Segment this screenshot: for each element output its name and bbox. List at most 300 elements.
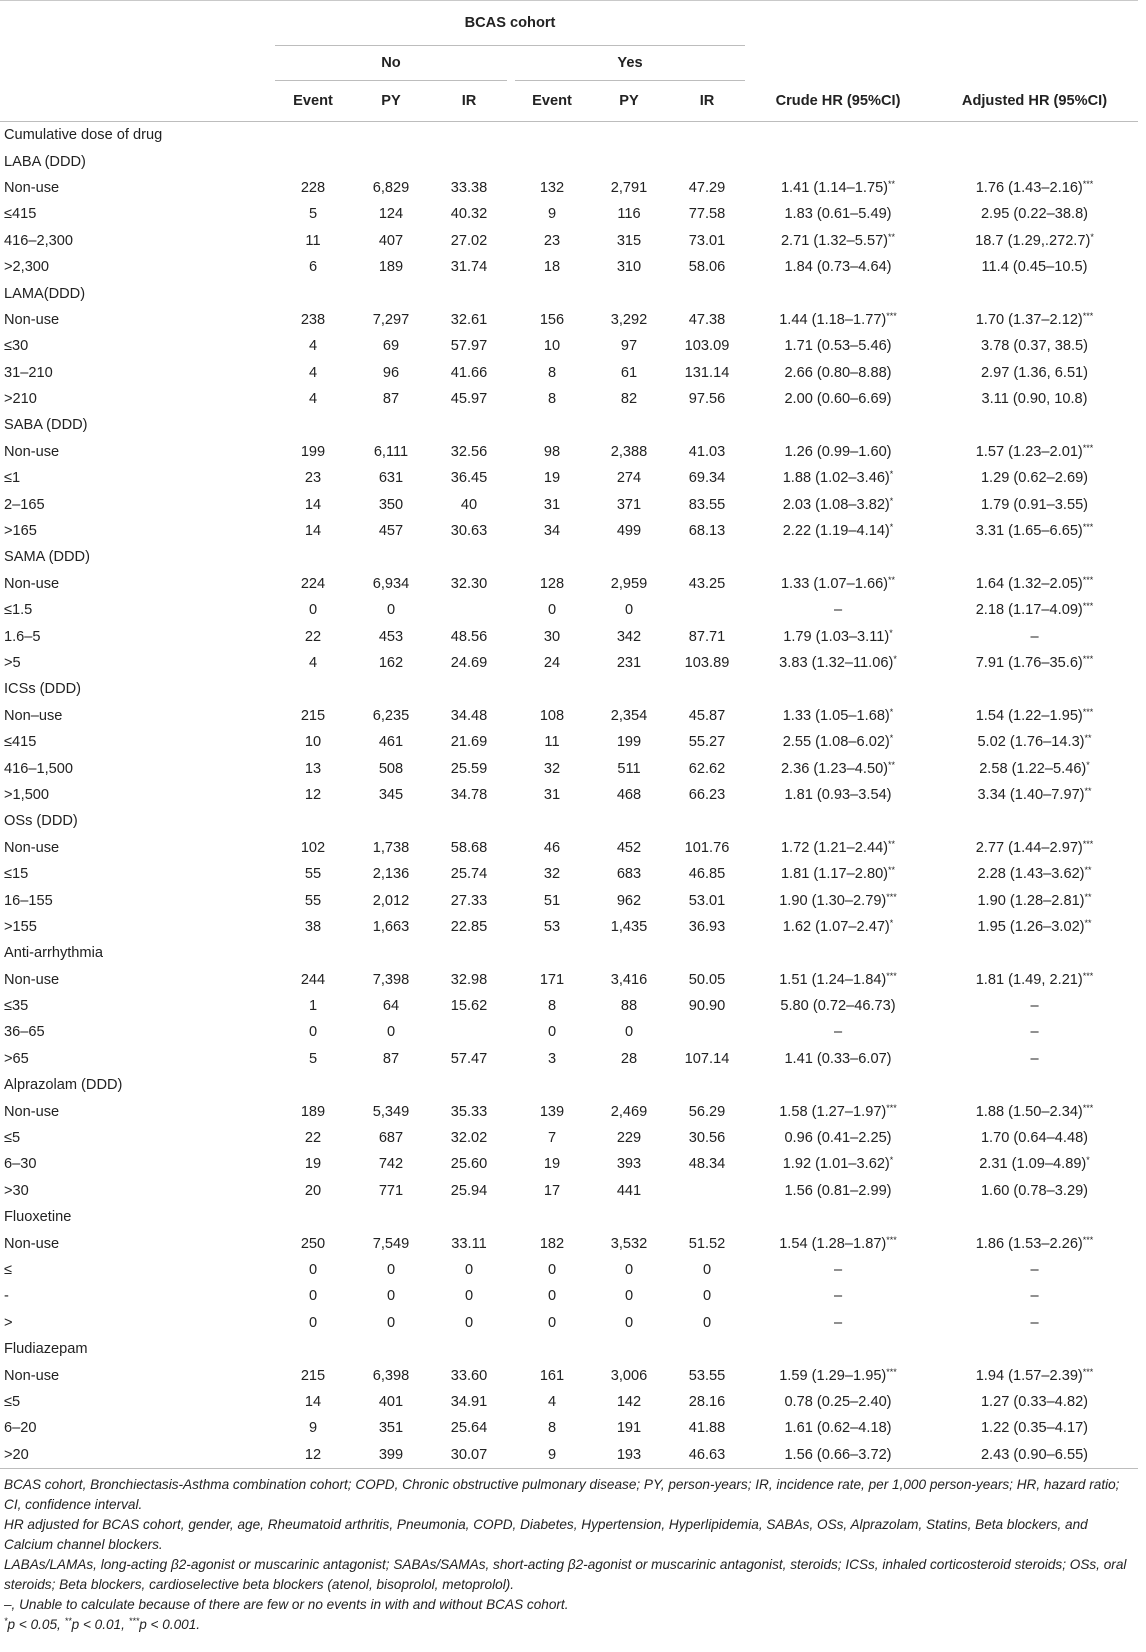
value-cell: 2,959 [610, 575, 648, 592]
hr-value: 1.84 (0.73–4.64) [784, 259, 892, 276]
adjusted-hr-cell [931, 1310, 1138, 1336]
spacer [507, 386, 515, 412]
value-cell: 1,435 [610, 918, 648, 935]
crude-hr-cell [745, 623, 931, 649]
value-cell: 46.85 [688, 866, 726, 883]
hr-value: 1.81 (1.17–2.80) [780, 866, 889, 883]
value-cell: 25.74 [450, 866, 488, 883]
hr-value: 1.70 (1.37–2.12) [975, 311, 1083, 328]
significance-mark: *** [1082, 1234, 1094, 1245]
value-cell: 0 [464, 1288, 474, 1305]
value-cell: 46 [543, 839, 561, 856]
adjusted-hr-cell [931, 518, 1138, 544]
hr-value: 1.83 (0.61–5.49) [784, 206, 892, 223]
value-cell: 244 [300, 971, 326, 988]
value-cell: 18 [543, 259, 561, 276]
value-cell: 345 [378, 786, 404, 803]
spacer [507, 1178, 515, 1204]
value-cell: 461 [378, 734, 404, 751]
hr-value: 1.51 (1.24–1.84) [779, 971, 887, 988]
value-cell: 182 [539, 1235, 565, 1252]
hr-value: 1.61 (0.62–4.18) [784, 1420, 892, 1437]
spacer [507, 597, 515, 623]
significance-mark: ** [888, 759, 896, 770]
hr-value: 1.22 (0.35–4.17) [980, 1420, 1089, 1437]
row-label: 16–155 [4, 892, 53, 909]
group-label: Alprazolam (DDD) [4, 1077, 123, 1094]
row-label: Non-use [4, 971, 60, 988]
value-cell: 19 [304, 1156, 322, 1173]
row-label: >5 [4, 655, 21, 671]
value-cell: 53 [543, 918, 561, 935]
adjusted-hr-cell [931, 1178, 1138, 1204]
group-label: OSs (DDD) [4, 813, 78, 830]
table-row [0, 228, 1138, 254]
hr-value: 1.88 (1.02–3.46) [782, 470, 890, 487]
adjusted-hr-cell [931, 1125, 1138, 1151]
value-cell: 22 [304, 628, 322, 645]
table-row [0, 1362, 1138, 1388]
significance-mark: * [1086, 1155, 1090, 1166]
crude-hr-cell [745, 386, 931, 412]
adjusted-hr-cell [931, 993, 1138, 1019]
hr-value: 5.02 (1.76–14.3) [977, 734, 1085, 751]
value-cell: 107.14 [684, 1050, 730, 1067]
group-row [0, 1204, 1138, 1230]
table-row [0, 861, 1138, 887]
crude-hr-cell [745, 1257, 931, 1283]
significance-mark: *** [886, 1366, 897, 1377]
value-cell: 0 [464, 1314, 474, 1331]
significance-mark: *** [1082, 178, 1094, 189]
value-cell: 77.58 [688, 206, 726, 223]
hr-value: – [1030, 1050, 1039, 1067]
hr-value: – [1030, 1288, 1039, 1305]
value-cell: 41.03 [688, 443, 726, 460]
crude-hr-cell [745, 1310, 931, 1336]
value-cell: 61 [620, 364, 638, 381]
value-cell: 108 [539, 707, 565, 724]
significance-mark: *** [1082, 654, 1094, 664]
value-cell: 15.62 [450, 998, 488, 1015]
value-cell: 53.55 [688, 1367, 726, 1384]
col-header: Adjusted HR (95%CI) [931, 81, 1138, 122]
value-cell: 7,549 [372, 1235, 410, 1252]
row-label: 1.6–5 [4, 628, 41, 645]
value-cell: 23 [304, 470, 322, 487]
hr-value: 2.03 (1.08–3.82) [782, 496, 890, 513]
hr-value: 1.64 (1.32–2.05) [975, 575, 1083, 592]
crude-hr-cell [745, 518, 931, 544]
hr-value: 1.56 (0.81–2.99) [784, 1182, 892, 1199]
hr-value: 1.90 (1.30–2.79) [779, 892, 887, 909]
value-cell: 21.69 [450, 734, 488, 751]
value-cell: 631 [378, 470, 404, 487]
value-cell: 0 [547, 1288, 557, 1305]
value-cell: 0 [386, 1314, 396, 1331]
value-cell: 342 [616, 628, 642, 645]
hr-value: 2.18 (1.17–4.09) [975, 602, 1083, 619]
hr-value: 1.27 (0.33–4.82) [980, 1393, 1089, 1410]
crude-hr-cell [745, 1230, 931, 1256]
value-cell: 189 [378, 259, 404, 276]
hr-value: – [1030, 1024, 1039, 1041]
sig-mark: ** [64, 1615, 72, 1626]
hr-value: 3.78 (0.37, 38.5) [980, 338, 1089, 355]
hr-value: – [833, 1314, 843, 1331]
footnote: HR adjusted for BCAS cohort, gender, age, Rheumatoid arthritis, Pneumonia, COPD, Diabetes, Hypertension, Hyperlipidemia, SABAs, OSs, Alprazolam, Statins, Beta blockers, and Calcium channel blockers. [4, 1516, 1088, 1552]
value-cell [669, 1178, 745, 1204]
adjusted-hr-cell [931, 597, 1138, 623]
spacer [507, 175, 515, 201]
value-cell: 0 [308, 1024, 318, 1041]
hr-value: 18.7 (1.29,.272.7) [975, 232, 1091, 249]
table-row [0, 201, 1138, 227]
crude-hr-cell [745, 1151, 931, 1177]
significance-mark: ** [888, 178, 896, 189]
value-cell: 11 [305, 232, 321, 249]
value-cell: 87 [382, 1050, 400, 1067]
row-label: >1,500 [4, 786, 50, 803]
value-cell: 43.25 [688, 575, 726, 592]
spacer [507, 571, 515, 597]
value-cell: 64 [382, 998, 400, 1015]
hr-value: – [1030, 1314, 1039, 1331]
significance-mark: *** [1082, 706, 1094, 717]
hr-value: 2.28 (1.43–3.62) [977, 866, 1085, 883]
hr-value: 3.34 (1.40–7.97) [977, 786, 1085, 803]
value-cell: 41.66 [450, 364, 488, 381]
hr-value: 1.88 (1.50–2.34) [975, 1103, 1083, 1120]
value-cell: 103.09 [684, 338, 730, 355]
row-label: ≤1 [4, 470, 21, 487]
spacer [507, 1098, 515, 1124]
table-row [0, 518, 1138, 544]
significance-mark: *** [886, 970, 897, 981]
significance-mark: * [1086, 759, 1090, 770]
value-cell: 40.32 [450, 206, 488, 223]
row-label: >30 [4, 1182, 29, 1199]
value-cell: 683 [616, 866, 642, 883]
crude-hr-cell [745, 439, 931, 465]
value-cell: 401 [378, 1393, 404, 1410]
adjusted-hr-cell [931, 1442, 1138, 1469]
sig-text: p < 0.01, [71, 1616, 129, 1632]
value-cell: 315 [616, 232, 642, 249]
value-cell: 8 [547, 1420, 557, 1437]
significance-mark: * [889, 733, 894, 744]
value-cell: 57.97 [450, 338, 488, 355]
value-cell: 0 [386, 1288, 396, 1305]
table-row [0, 1415, 1138, 1441]
value-cell: 0 [702, 1314, 712, 1331]
hr-value: 1.26 (0.99–1.60) [784, 443, 892, 460]
value-cell: 6,829 [372, 179, 410, 196]
group-row [0, 1072, 1138, 1098]
group-filler [275, 808, 1138, 834]
crude-hr-cell [745, 1415, 931, 1441]
adjusted-hr-cell [931, 914, 1138, 940]
value-cell: 33.60 [450, 1367, 488, 1384]
group-row [0, 544, 1138, 570]
hr-value: 1.72 (1.21–2.44) [780, 839, 889, 856]
value-cell: 102 [300, 839, 326, 856]
value-cell: 28 [620, 1050, 638, 1067]
group-filler [275, 940, 1138, 966]
adjusted-hr-cell [931, 1098, 1138, 1124]
value-cell: 45.97 [450, 391, 488, 408]
significance-mark: *** [1082, 1366, 1094, 1377]
table-row [0, 386, 1138, 412]
significance-mark: * [889, 495, 894, 506]
hr-value: 0.78 (0.25–2.40) [784, 1393, 892, 1410]
value-cell: 25.60 [450, 1156, 488, 1173]
adjusted-hr-cell [931, 1019, 1138, 1045]
value-cell: 2,354 [610, 707, 648, 724]
table-row [0, 175, 1138, 201]
value-cell: 34.78 [450, 786, 488, 803]
adjusted-hr-cell [931, 439, 1138, 465]
hr-value: – [1030, 998, 1039, 1015]
hr-value: – [833, 1288, 843, 1305]
value-cell: 407 [378, 232, 404, 249]
value-cell: 48.34 [688, 1156, 726, 1173]
footnote: –, Unable to calculate because of there are few or no events in with and without BCAS cohort. [4, 1596, 569, 1612]
spacer [507, 1442, 515, 1469]
adjusted-hr-cell [931, 254, 1138, 280]
spacer [507, 307, 515, 333]
table-row [0, 1046, 1138, 1072]
hr-value: 1.81 (0.93–3.54) [784, 786, 892, 803]
value-cell: 0 [386, 602, 396, 619]
adjusted-hr-cell [931, 465, 1138, 491]
value-cell: 4 [308, 338, 318, 355]
group-filler [275, 1204, 1138, 1230]
significance-mark: *** [1082, 1102, 1094, 1113]
value-cell: 0 [308, 1261, 318, 1278]
value-cell: 12 [275, 1442, 351, 1469]
value-cell: 22.85 [450, 918, 488, 935]
crude-hr-cell [745, 1178, 931, 1204]
hr-value: 1.62 (1.07–2.47) [782, 918, 890, 935]
significance-mark: ** [1084, 733, 1092, 744]
group-row [0, 676, 1138, 702]
spacer [507, 1151, 515, 1177]
value-cell: 11 [544, 734, 560, 751]
spacer [507, 835, 515, 861]
sig-text: p < 0.001. [139, 1616, 201, 1632]
adjusted-hr-cell [931, 333, 1138, 359]
hr-value: – [833, 602, 843, 619]
crude-hr-cell [745, 835, 931, 861]
significance-mark: *** [886, 1102, 897, 1113]
adjusted-hr-cell [931, 307, 1138, 333]
adjusted-hr-cell [931, 201, 1138, 227]
value-cell: 0 [702, 1261, 712, 1278]
group-label: Fluoxetine [4, 1209, 72, 1226]
value-cell: 55.27 [688, 734, 726, 751]
value-cell: 2,136 [372, 866, 410, 883]
row-label: 6–20 [4, 1420, 37, 1437]
row-label: ≤1.5 [4, 602, 33, 619]
value-cell: 47.38 [688, 311, 726, 328]
value-cell: 0 [624, 602, 634, 619]
hr-value: 1.86 (1.53–2.26) [975, 1235, 1083, 1252]
adjusted-hr-cell [931, 1151, 1138, 1177]
crude-hr-cell [745, 254, 931, 280]
significance-mark: ** [1084, 865, 1092, 876]
spacer [507, 465, 515, 491]
value-cell: 27.33 [450, 892, 488, 909]
group-filler [275, 544, 1138, 570]
row-label: >210 [4, 391, 37, 408]
significance-mark: *** [1082, 970, 1094, 981]
crude-hr-cell [745, 1125, 931, 1151]
hr-value: – [1030, 1261, 1039, 1278]
hr-value: 3.31 (1.65–6.65) [975, 523, 1083, 540]
sig-mark: * [4, 1615, 8, 1626]
spacer [507, 914, 515, 940]
value-cell: 171 [539, 971, 565, 988]
crude-hr-cell [745, 703, 931, 729]
value-cell: 58.06 [688, 259, 726, 276]
adjusted-hr-cell [931, 386, 1138, 412]
value-cell: 2,469 [610, 1103, 648, 1120]
value-cell: 6,111 [373, 443, 409, 460]
hr-value: 1.76 (1.43–2.16) [975, 179, 1083, 196]
table-row [0, 307, 1138, 333]
value-cell: 189 [300, 1103, 326, 1120]
adjusted-hr-cell [931, 1230, 1138, 1256]
value-cell: 23 [543, 232, 561, 249]
row-label: >65 [4, 1050, 29, 1067]
group-label: LAMA(DDD) [4, 285, 86, 302]
col-header: PY [589, 81, 669, 122]
value-cell: 14 [304, 496, 322, 513]
hr-value: 1.60 (0.78–3.29) [980, 1182, 1089, 1199]
spacer [507, 993, 515, 1019]
significance-mark: * [889, 469, 894, 480]
value-cell: 45.87 [688, 707, 726, 724]
value-cell: 1 [308, 998, 318, 1015]
value-cell: 4 [547, 1393, 557, 1410]
value-cell: 7,398 [372, 971, 410, 988]
hr-value: 2.97 (1.36, 6.51) [980, 364, 1089, 381]
spacer [507, 1362, 515, 1388]
row-label: Non-use [4, 839, 60, 856]
adjusted-hr-cell [931, 1389, 1138, 1415]
value-cell: 83.55 [688, 496, 726, 513]
table-row [0, 623, 1138, 649]
hr-value: 2.43 (0.90–6.55) [980, 1446, 1089, 1463]
value-cell: 511 [617, 760, 641, 777]
value-cell: 51.52 [688, 1235, 726, 1252]
value-cell: 6,235 [372, 707, 410, 724]
adjusted-hr-cell [931, 571, 1138, 597]
value-cell: 962 [616, 892, 642, 909]
spacer [507, 491, 515, 517]
table-row [0, 755, 1138, 781]
value-cell: 14 [304, 1393, 322, 1410]
crude-hr-cell [745, 755, 931, 781]
value-cell: 88 [620, 998, 638, 1015]
significance-mark: *** [1082, 442, 1094, 453]
value-cell: 224 [300, 575, 326, 592]
value-cell: 101.76 [684, 839, 730, 856]
value-cell: 32 [543, 760, 561, 777]
value-cell: 0 [386, 1261, 396, 1278]
crude-hr-cell [745, 201, 931, 227]
value-cell: 4 [308, 391, 318, 408]
group-label: ICSs (DDD) [4, 681, 82, 698]
hr-value: 1.57 (1.23–2.01) [975, 443, 1083, 460]
group-label: SAMA (DDD) [4, 549, 90, 566]
value-cell [431, 1019, 507, 1045]
value-cell: 87.71 [688, 628, 726, 645]
spacer [507, 729, 515, 755]
row-label: Non-use [4, 311, 60, 328]
hr-value: 2.55 (1.08–6.02) [782, 734, 890, 751]
value-cell: 40 [460, 496, 478, 513]
value-cell: 32.61 [450, 311, 488, 328]
value-cell: 0 [624, 1288, 634, 1305]
row-label: 31–210 [4, 364, 53, 381]
value-cell: 124 [378, 206, 404, 223]
crude-hr-cell [745, 228, 931, 254]
spacer [507, 439, 515, 465]
row-label: 36–65 [4, 1024, 45, 1041]
value-cell: 128 [539, 575, 565, 592]
hr-value: – [833, 1261, 843, 1278]
value-cell: 453 [378, 628, 404, 645]
adjusted-hr-cell [931, 650, 1138, 676]
value-cell: 3,416 [610, 971, 648, 988]
row-label: >165 [4, 523, 37, 540]
value-cell: 17 [543, 1182, 561, 1199]
table-body [0, 122, 1138, 1469]
crude-hr-cell [745, 597, 931, 623]
value-cell: 68.13 [688, 523, 726, 540]
hr-value: – [1030, 628, 1039, 645]
significance-mark: ** [888, 231, 896, 242]
spacer [507, 360, 515, 386]
value-cell: 441 [616, 1182, 642, 1199]
value-cell: 31 [543, 786, 561, 803]
significance-mark: *** [886, 310, 897, 321]
spacer [507, 1046, 515, 1072]
hr-value: 1.41 (0.33–6.07) [784, 1050, 892, 1067]
significance-mark: * [889, 1155, 894, 1166]
table-row [0, 914, 1138, 940]
table-row [0, 835, 1138, 861]
adjusted-hr-cell [931, 175, 1138, 201]
hr-value: 1.94 (1.57–2.39) [975, 1367, 1083, 1384]
adjusted-hr-cell [931, 887, 1138, 913]
value-cell: 350 [378, 496, 404, 513]
value-cell: 468 [616, 786, 642, 803]
hr-value: 11.4 (0.45–10.5) [981, 259, 1088, 276]
value-cell: 687 [378, 1130, 404, 1147]
hr-value: 1.44 (1.18–1.77) [779, 311, 887, 328]
row-label: - [4, 1288, 9, 1305]
crude-hr-cell [745, 307, 931, 333]
adjusted-hr-cell [931, 1283, 1138, 1309]
significance-mark: * [1090, 231, 1094, 242]
value-cell: 36.93 [688, 918, 726, 935]
value-cell: 30 [543, 628, 561, 645]
spacer [507, 518, 515, 544]
value-cell: 116 [617, 206, 641, 223]
